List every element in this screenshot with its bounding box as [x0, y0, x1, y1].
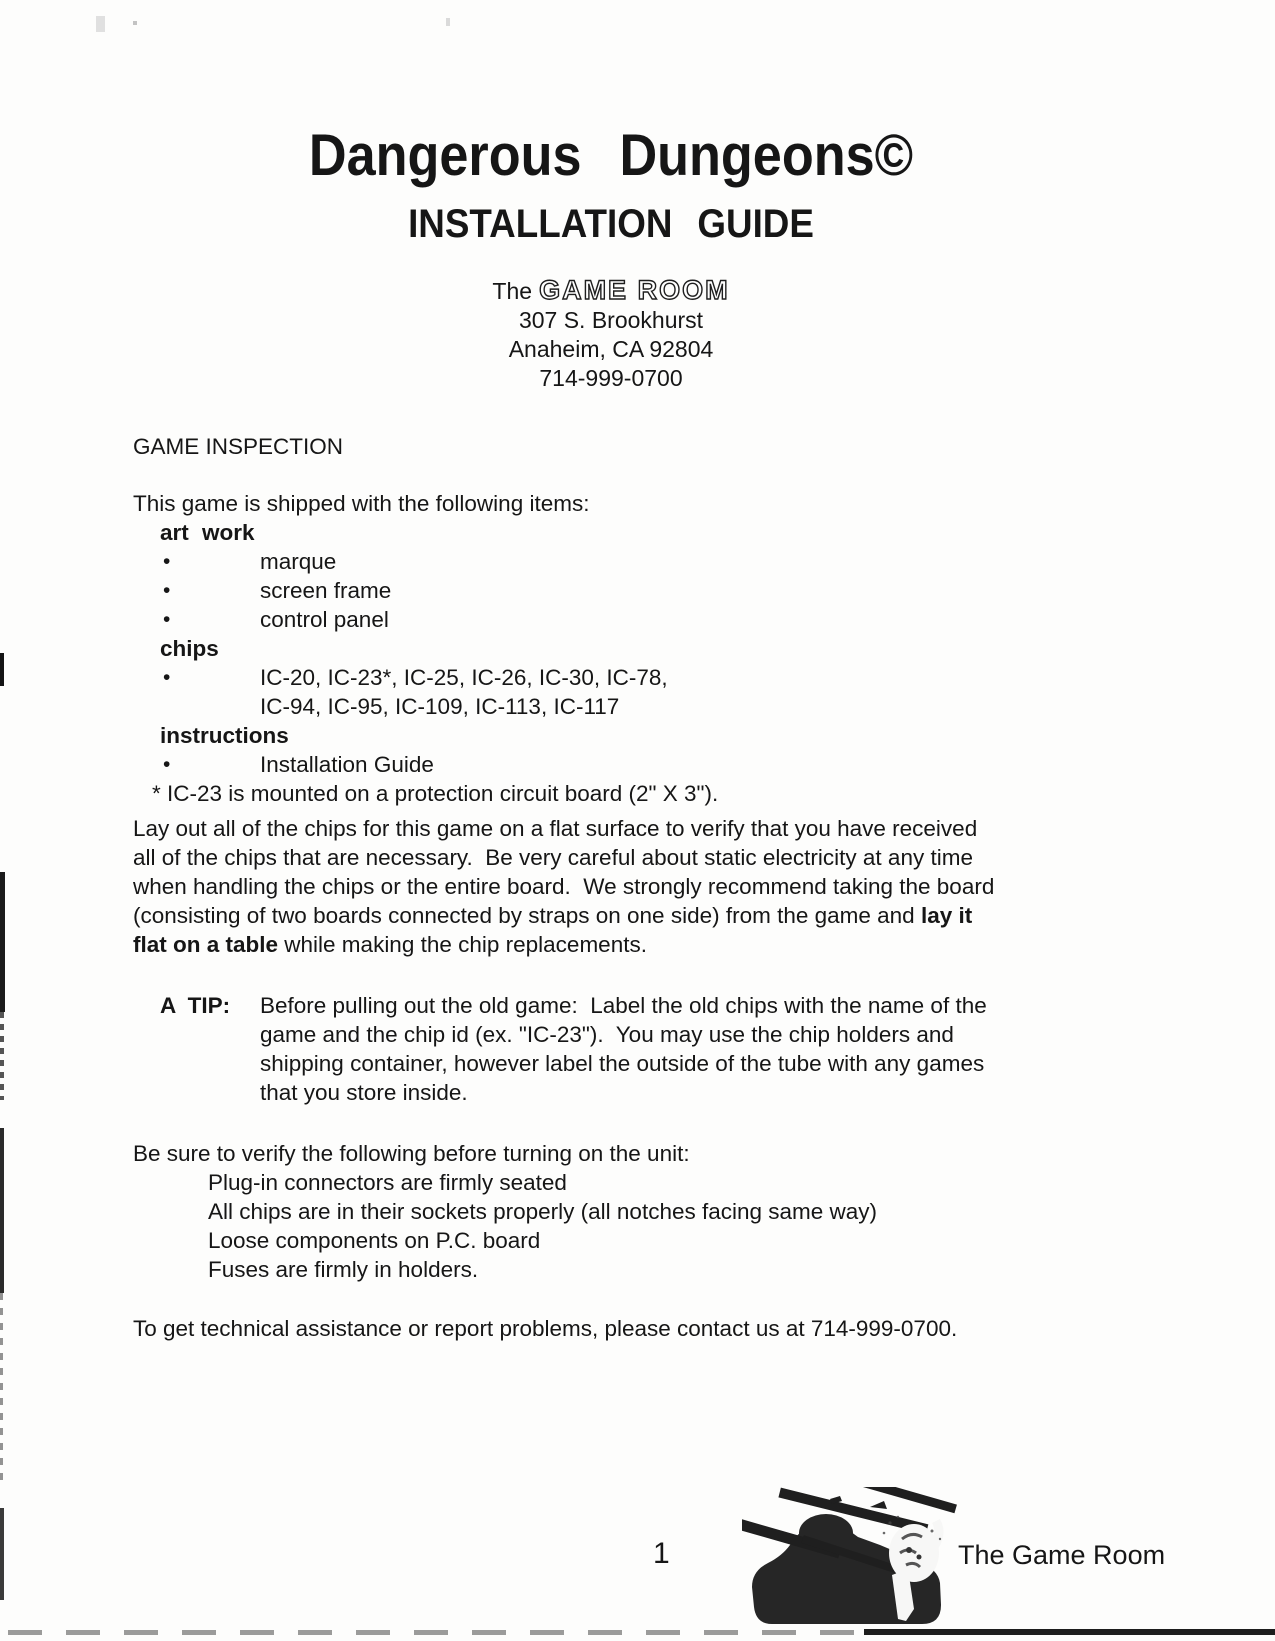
address-street: 307 S. Brookhurst — [518, 307, 704, 333]
list-item-text: marque — [260, 549, 337, 574]
page-subtitle: INSTALLATION GUIDE — [408, 202, 814, 246]
scan-streak — [0, 1128, 4, 1293]
text-line: that you store inside. — [260, 1080, 468, 1105]
list-group-label: chips — [160, 636, 219, 661]
list-group-label: art work — [160, 520, 255, 545]
scan-speck — [446, 18, 450, 26]
list-item — [133, 576, 1103, 605]
scan-edge-line — [8, 1630, 864, 1635]
section-heading: GAME INSPECTION — [133, 434, 344, 459]
text-line: flat on a table while making the chip replacements. — [133, 932, 647, 957]
scan-speck — [133, 21, 137, 25]
bullet-icon: • — [163, 666, 171, 689]
text-line: (consisting of two boards connected by straps on one side) from the game and lay it — [133, 903, 973, 928]
tip-label: A TIP: — [160, 993, 231, 1018]
list-group-chips — [133, 634, 1103, 721]
scan-streak — [0, 1012, 4, 1100]
company-name-outline: GAME ROOM — [539, 275, 730, 305]
scan-edge-line — [864, 1629, 1275, 1635]
list-item-continuation: IC-94, IC-95, IC-109, IC-113, IC-117 — [260, 694, 620, 719]
list-item — [133, 605, 1103, 634]
list-item — [133, 750, 1103, 779]
list-group-label: instructions — [160, 723, 289, 748]
verify-list — [133, 1168, 1103, 1284]
address-city: Anaheim, CA 92804 — [508, 336, 714, 362]
list-item-text: IC-20, IC-23*, IC-25, IC-26, IC-30, IC-78, — [260, 665, 668, 690]
scan-streak — [0, 872, 5, 1012]
list-item — [133, 663, 1103, 692]
document-body — [133, 432, 1103, 1343]
text-line: shipping container, however label the outside of the tube with any games — [260, 1051, 985, 1076]
bullet-icon: • — [163, 579, 171, 602]
list-item-text: Installation Guide — [260, 752, 434, 777]
inspection-paragraph — [133, 814, 1103, 959]
footnote-line: * IC-23 is mounted on a protection circuit board (2" X 3"). — [152, 781, 719, 806]
assistance-line: To get technical assistance or report problems, please contact us at 714-999-0700. — [133, 1316, 958, 1341]
list-group-artwork — [133, 518, 1103, 634]
tip-text — [260, 991, 987, 1107]
bullet-icon: • — [163, 753, 171, 776]
scan-speck — [96, 16, 105, 32]
verify-item: Fuses are firmly in holders. — [208, 1257, 479, 1282]
verify-item: All chips are in their sockets properly (all notches facing same way) — [208, 1199, 878, 1224]
text-line: game and the chip id (ex. "IC-23"). You may use the chip holders and — [260, 1022, 954, 1047]
page-title: Dangerous Dungeons© — [308, 123, 914, 188]
bullet-icon: • — [163, 608, 171, 631]
text-line: all of the chips that are necessary. Be very careful about static electricity at any time — [133, 845, 973, 870]
text-line: when handling the chips or the entire board. We strongly recommend taking the board — [133, 874, 995, 899]
scan-streak — [0, 1508, 4, 1600]
company-name-line — [36, 276, 1186, 306]
game-room-logo-image — [742, 1487, 958, 1624]
brand-caption: The Game Room — [958, 1540, 1166, 1570]
text-line: Before pulling out the old game: Label the old chips with the name of the — [260, 993, 987, 1018]
logo-art — [742, 1487, 958, 1624]
page-number: 1 — [653, 1537, 670, 1570]
list-item — [133, 547, 1103, 576]
bullet-icon: • — [163, 550, 171, 573]
verify-item: Loose components on P.C. board — [208, 1228, 541, 1253]
verify-intro: Be sure to verify the following before turning on the unit: — [133, 1141, 690, 1166]
list-item-text: control panel — [260, 607, 389, 632]
document-header — [36, 123, 1186, 393]
company-prefix: The — [492, 278, 533, 304]
verify-block — [133, 1139, 1103, 1284]
phone-number: 714-999-0700 — [539, 365, 683, 391]
list-group-instructions — [133, 721, 1103, 779]
tip-block — [133, 991, 1103, 1107]
intro-line: This game is shipped with the following items: — [133, 491, 590, 516]
text-line: Lay out all of the chips for this game on a flat surface to verify that you have received — [133, 816, 978, 841]
company-address-block — [36, 276, 1186, 393]
scan-streak — [0, 1293, 3, 1483]
scan-streak — [0, 653, 4, 686]
verify-item: Plug-in connectors are firmly seated — [208, 1170, 567, 1195]
list-item-text: screen frame — [260, 578, 392, 603]
